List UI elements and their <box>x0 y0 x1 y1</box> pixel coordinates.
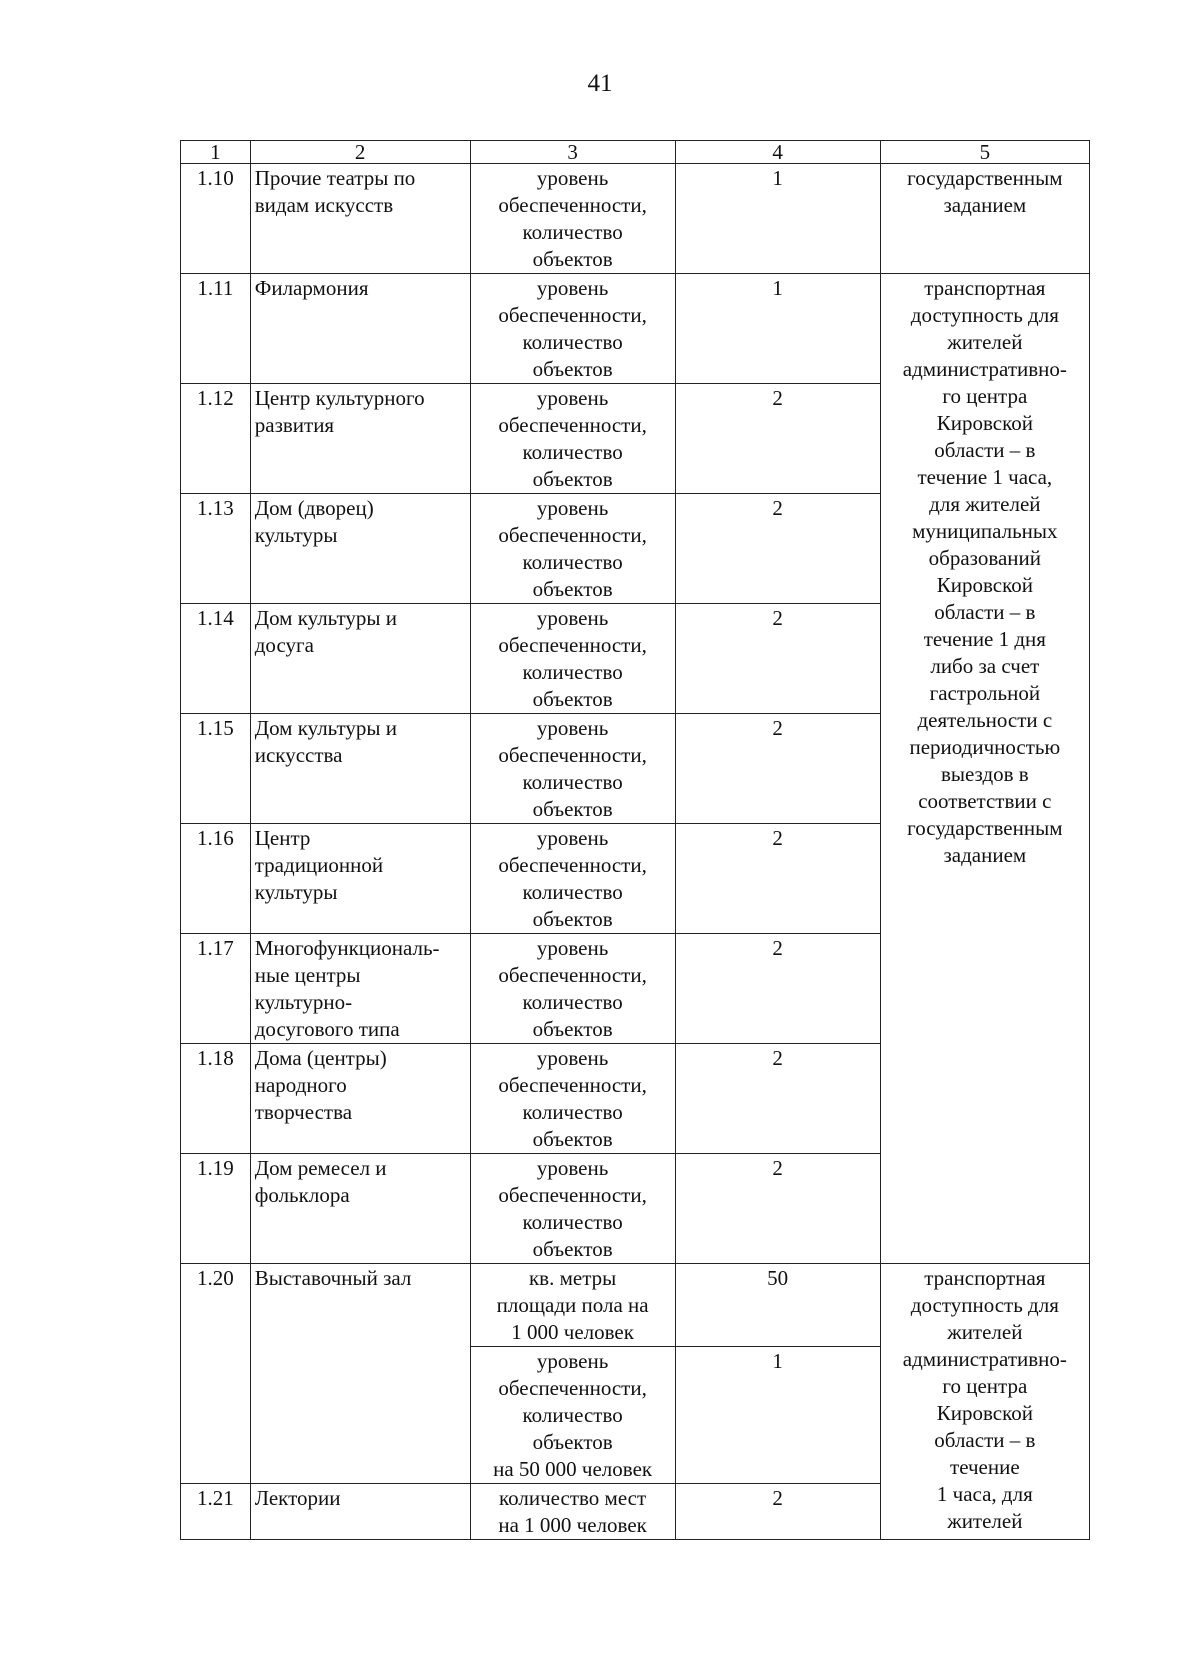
norm-value: 1 <box>675 164 880 274</box>
indicator-line: обеспеченности, <box>498 1073 647 1097</box>
row-number: 1.10 <box>181 164 251 274</box>
facility-name-line: Выставочный зал <box>254 1266 412 1290</box>
facility-name-line: Многофункциональ- <box>254 936 440 960</box>
indicator <box>470 1484 675 1540</box>
indicator-line: объектов <box>532 1430 613 1454</box>
facility-name-line: Лектории <box>254 1486 341 1510</box>
norm-value: 2 <box>675 1044 880 1154</box>
indicator <box>470 714 675 824</box>
accessibility-note-line: доступность для <box>910 303 1059 327</box>
norm-value: 2 <box>675 1154 880 1264</box>
accessibility-note-line: 1 часа, для <box>936 1482 1033 1506</box>
accessibility-note-line: жителей <box>947 1320 1023 1344</box>
indicator-line: уровень <box>536 276 609 300</box>
indicator-line: обеспеченности, <box>498 853 647 877</box>
column-header: 3 <box>470 141 675 164</box>
row-number: 1.11 <box>181 274 251 384</box>
facility-name-line: ные центры <box>254 963 361 987</box>
accessibility-note-line: образований <box>928 546 1042 570</box>
column-header: 2 <box>250 141 470 164</box>
norm-value: 1 <box>675 274 880 384</box>
indicator-line: площади пола на <box>496 1293 649 1317</box>
column-header: 5 <box>880 141 1089 164</box>
accessibility-note-line: муниципальных <box>912 519 1058 543</box>
indicator-line: количество <box>522 330 623 354</box>
facility-name-line: Дом культуры и <box>254 716 397 740</box>
accessibility-note-line: Кировской <box>936 1401 1033 1425</box>
facility-name <box>250 164 470 274</box>
indicator-line: обеспеченности, <box>498 963 647 987</box>
norm-value: 2 <box>675 494 880 604</box>
accessibility-note <box>880 164 1089 274</box>
indicator-line: объектов <box>532 797 613 821</box>
accessibility-note-line: транспортная <box>924 276 1046 300</box>
indicator <box>470 274 675 384</box>
indicator <box>470 1347 675 1484</box>
indicator <box>470 824 675 934</box>
row-number: 1.16 <box>181 824 251 934</box>
facility-name <box>250 1154 470 1264</box>
row-number: 1.21 <box>181 1484 251 1540</box>
facility-name-line: Дом культуры и <box>254 606 397 630</box>
row-number: 1.14 <box>181 604 251 714</box>
accessibility-note-line: течение 1 часа, <box>917 465 1053 489</box>
accessibility-note-line: выездов в <box>940 762 1029 786</box>
indicator-line: объектов <box>532 1237 613 1261</box>
row-number: 1.15 <box>181 714 251 824</box>
indicator-line: количество <box>522 1100 623 1124</box>
accessibility-note-line: деятельности с <box>917 708 1053 732</box>
indicator-line: обеспеченности, <box>498 193 647 217</box>
accessibility-note-line: области – в <box>934 1428 1036 1452</box>
document-table <box>180 140 1090 1540</box>
facility-name-line: фольклора <box>254 1183 350 1207</box>
accessibility-note-line: для жителей <box>929 492 1041 516</box>
indicator-line: количество <box>522 880 623 904</box>
indicator-line: уровень <box>536 386 609 410</box>
indicator-line: объектов <box>532 357 613 381</box>
norm-value: 50 <box>675 1264 880 1347</box>
facility-name <box>250 604 470 714</box>
norm-value: 2 <box>675 824 880 934</box>
facility-name-line: досугового типа <box>254 1017 400 1041</box>
indicator-line: объектов <box>532 1127 613 1151</box>
accessibility-note-line: государственным <box>907 816 1063 840</box>
facility-name-line: культуры <box>254 523 338 547</box>
accessibility-note-line: течение <box>950 1455 1020 1479</box>
norm-value: 2 <box>675 934 880 1044</box>
indicator-line: количество <box>522 220 623 244</box>
facility-name <box>250 384 470 494</box>
facility-name <box>250 934 470 1044</box>
indicator-line: обеспеченности, <box>498 303 647 327</box>
accessibility-note-line: гастрольной <box>929 681 1041 705</box>
facility-name <box>250 1044 470 1154</box>
indicator-line: количество мест <box>499 1486 647 1510</box>
indicator-line: уровень <box>536 936 609 960</box>
facility-name <box>250 274 470 384</box>
facility-name-line: творчества <box>254 1100 353 1124</box>
accessibility-note-line: го центра <box>942 1374 1028 1398</box>
facility-name-line: культурно- <box>254 990 353 1014</box>
indicator <box>470 604 675 714</box>
accessibility-note <box>880 274 1089 1264</box>
indicator-line: количество <box>522 1403 623 1427</box>
indicator-line: кв. метры <box>528 1266 617 1290</box>
norm-value: 2 <box>675 384 880 494</box>
indicator-line: количество <box>522 660 623 684</box>
indicator-line: на 50 000 человек <box>493 1457 653 1481</box>
facility-name <box>250 1264 470 1484</box>
indicator-line: уровень <box>536 166 609 190</box>
accessibility-note <box>880 1264 1089 1540</box>
facility-name-line: Дом ремесел и <box>254 1156 387 1180</box>
facility-name <box>250 494 470 604</box>
indicator-line: объектов <box>532 907 613 931</box>
accessibility-note-line: области – в <box>934 600 1036 624</box>
indicator-line: уровень <box>536 606 609 630</box>
facility-name-line: Прочие театры по <box>254 166 416 190</box>
facility-name-line: Филармония <box>254 276 369 300</box>
accessibility-note-line: транспортная <box>924 1266 1046 1290</box>
indicator-line: уровень <box>536 716 609 740</box>
facility-name-line: Центр <box>254 826 311 850</box>
accessibility-note-line: Кировской <box>936 411 1033 435</box>
facility-name <box>250 1484 470 1540</box>
indicator-line: уровень <box>536 1156 609 1180</box>
accessibility-note-line: жителей <box>947 330 1023 354</box>
accessibility-note-line: доступность для <box>910 1293 1059 1317</box>
indicator <box>470 1154 675 1264</box>
facility-name <box>250 714 470 824</box>
indicator-line: обеспеченности, <box>498 743 647 767</box>
row-number: 1.17 <box>181 934 251 1044</box>
indicator-line: уровень <box>536 1349 609 1373</box>
accessibility-note-line: либо за счет <box>930 654 1040 678</box>
indicator-line: уровень <box>536 826 609 850</box>
indicator-line: объектов <box>532 577 613 601</box>
row-number: 1.18 <box>181 1044 251 1154</box>
facility-name-line: Дома (центры) <box>254 1046 387 1070</box>
indicator-line: количество <box>522 550 623 574</box>
indicator-line: уровень <box>536 1046 609 1070</box>
accessibility-note-line: административно- <box>902 357 1067 381</box>
facility-name-line: Дом (дворец) <box>254 496 374 520</box>
accessibility-note-line: соответствии с <box>918 789 1052 813</box>
indicator-line: количество <box>522 1210 623 1234</box>
facility-name-line: культуры <box>254 880 338 904</box>
accessibility-note-line: области – в <box>934 438 1036 462</box>
row-number: 1.20 <box>181 1264 251 1484</box>
accessibility-note-line: Кировской <box>936 573 1033 597</box>
facility-name-line: традиционной <box>254 853 384 877</box>
facility-name-line: искусства <box>254 743 343 767</box>
accessibility-note-line: периодичностью <box>909 735 1061 759</box>
indicator <box>470 1264 675 1347</box>
facility-name-line: видам искусств <box>254 193 394 217</box>
accessibility-note-line: заданием <box>943 843 1027 867</box>
indicator-line: обеспеченности, <box>498 1183 647 1207</box>
row-number: 1.12 <box>181 384 251 494</box>
row-number: 1.19 <box>181 1154 251 1264</box>
norm-value: 2 <box>675 604 880 714</box>
indicator <box>470 494 675 604</box>
accessibility-note-line: заданием <box>943 193 1027 217</box>
indicator-line: количество <box>522 440 623 464</box>
accessibility-note-line: течение 1 дня <box>923 627 1046 651</box>
indicator-line: объектов <box>532 247 613 271</box>
table-row <box>181 1264 1090 1347</box>
table-row <box>181 164 1090 274</box>
facility-name-line: досуга <box>254 633 314 657</box>
indicator <box>470 934 675 1044</box>
indicator-line: обеспеченности, <box>498 1376 647 1400</box>
table-row <box>181 274 1090 384</box>
indicator-line: объектов <box>532 1017 613 1041</box>
facility-name-line: Центр культурного <box>254 386 425 410</box>
indicator-line: количество <box>522 990 623 1014</box>
facility-name-line: развития <box>254 413 335 437</box>
indicator <box>470 164 675 274</box>
accessibility-note-line: административно- <box>902 1347 1067 1371</box>
indicator-line: обеспеченности, <box>498 413 647 437</box>
accessibility-note-line: жителей <box>947 1509 1023 1533</box>
page-number: 41 <box>587 70 613 97</box>
column-header: 1 <box>181 141 251 164</box>
indicator-line: 1 000 человек <box>511 1320 634 1344</box>
accessibility-note-line: государственным <box>907 166 1063 190</box>
norm-value: 2 <box>675 714 880 824</box>
norm-value: 1 <box>675 1347 880 1484</box>
indicator-line: на 1 000 человек <box>498 1513 647 1537</box>
norm-value: 2 <box>675 1484 880 1540</box>
indicator-line: уровень <box>536 496 609 520</box>
row-number: 1.13 <box>181 494 251 604</box>
indicator-line: объектов <box>532 687 613 711</box>
column-header: 4 <box>675 141 880 164</box>
table-header-row <box>181 141 1090 164</box>
facility-name-line: народного <box>254 1073 347 1097</box>
accessibility-note-line: го центра <box>942 384 1028 408</box>
indicator-line: обеспеченности, <box>498 523 647 547</box>
facility-name <box>250 824 470 934</box>
indicator-line: обеспеченности, <box>498 633 647 657</box>
indicator <box>470 1044 675 1154</box>
indicator <box>470 384 675 494</box>
indicator-line: объектов <box>532 467 613 491</box>
indicator-line: количество <box>522 770 623 794</box>
